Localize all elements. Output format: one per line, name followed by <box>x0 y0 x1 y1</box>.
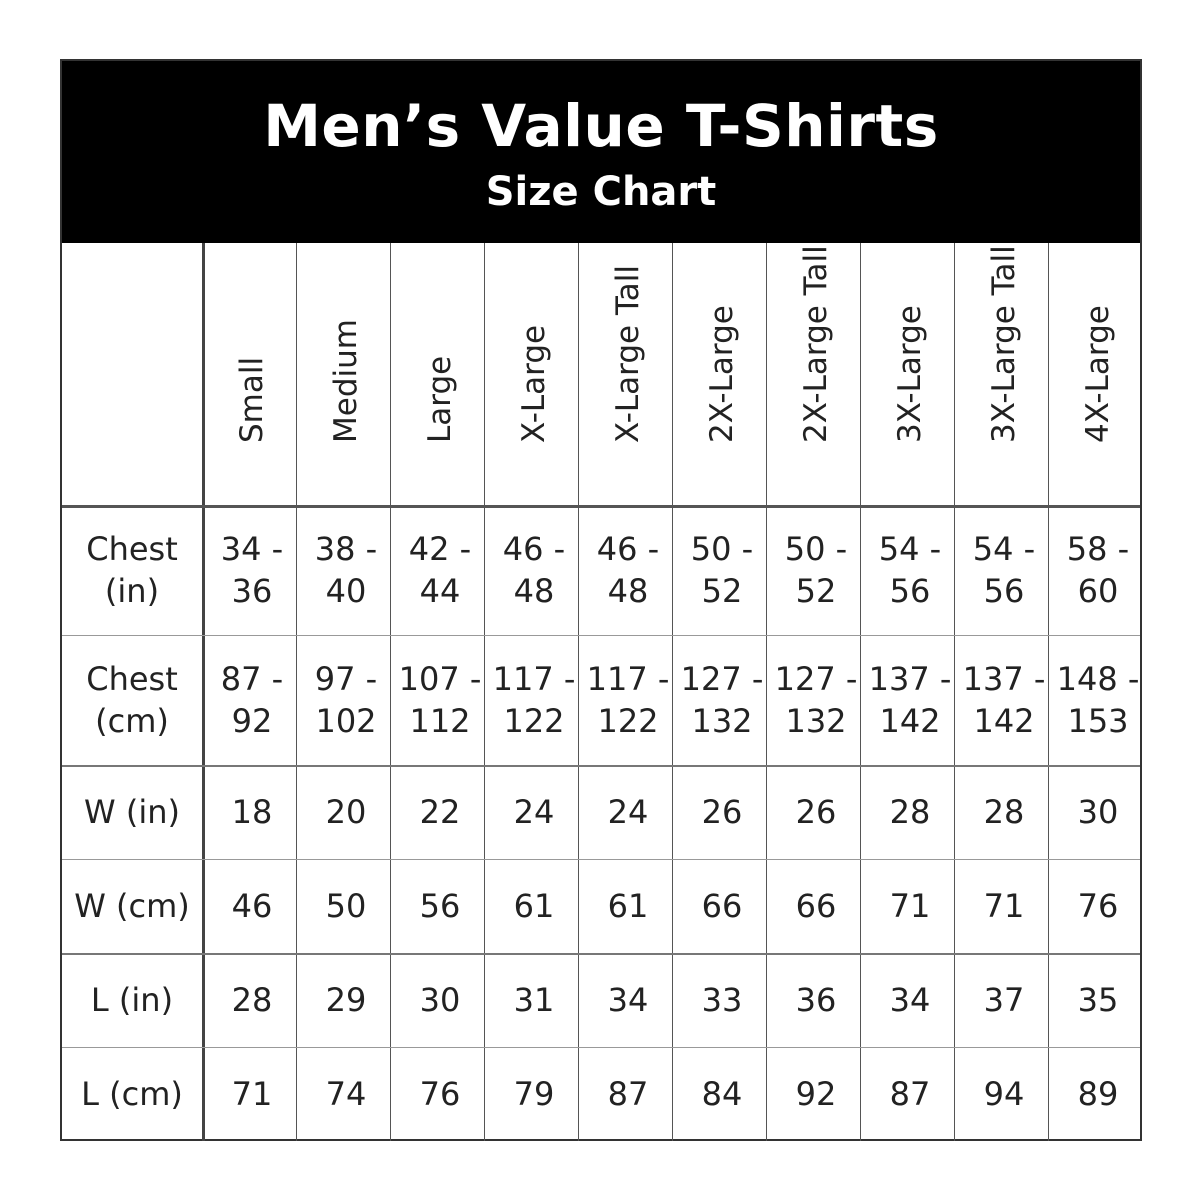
cell-value: 38 - <box>314 530 378 568</box>
table-cell <box>1051 635 1145 765</box>
cell-value: 122 <box>597 702 659 740</box>
row-label-line: W (in) <box>84 793 180 831</box>
table-cell <box>393 859 487 953</box>
cell-value: 31 <box>513 981 555 1019</box>
size-header-large <box>393 243 487 505</box>
cell-value: 97 - <box>314 660 378 698</box>
cell-value: 127 - <box>680 660 764 698</box>
row-label-line: (in) <box>104 572 160 610</box>
table-cell <box>393 505 487 635</box>
table-cell <box>581 505 675 635</box>
cell-value: 56 <box>983 572 1025 610</box>
cell-value: 50 <box>325 887 367 925</box>
table-cell <box>393 765 487 859</box>
cell-value: 89 <box>1077 1075 1119 1113</box>
row-label <box>62 859 202 953</box>
cell-value: 33 <box>701 981 743 1019</box>
size-header-x-large <box>487 243 581 505</box>
row-label <box>62 1047 202 1141</box>
table-cell <box>957 953 1051 1047</box>
size-header-label: Small <box>234 356 270 443</box>
cell-value: 61 <box>607 887 649 925</box>
cell-value: 132 <box>785 702 847 740</box>
cell-value: 29 <box>325 981 367 1019</box>
cell-value: 142 <box>879 702 941 740</box>
table-cell <box>393 1047 487 1141</box>
cell-value: 107 - <box>398 660 482 698</box>
cell-value: 34 - <box>220 530 284 568</box>
table-cell <box>487 953 581 1047</box>
cell-value: 46 - <box>596 530 660 568</box>
row-label-line: (cm) <box>95 702 169 740</box>
table-cell <box>769 505 863 635</box>
chart-subtitle: Size Chart <box>485 169 717 215</box>
size-header-label: 2X-Large Tall <box>798 245 834 443</box>
size-header-2x-large <box>675 243 769 505</box>
size-header-medium <box>299 243 393 505</box>
cell-value: 61 <box>513 887 555 925</box>
cell-value: 46 <box>231 887 273 925</box>
table-cell <box>1051 1047 1145 1141</box>
table-cell <box>205 953 299 1047</box>
table-cell <box>675 765 769 859</box>
table-cell <box>769 859 863 953</box>
cell-value: 87 <box>889 1075 931 1113</box>
table-cell <box>863 635 957 765</box>
cell-value: 52 <box>795 572 837 610</box>
table-cell <box>299 859 393 953</box>
cell-value: 117 - <box>492 660 576 698</box>
table-cell <box>581 635 675 765</box>
cell-value: 66 <box>701 887 743 925</box>
cell-value: 18 <box>231 793 273 831</box>
cell-value: 122 <box>503 702 565 740</box>
cell-value: 28 <box>231 981 273 1019</box>
cell-value: 58 - <box>1066 530 1130 568</box>
table-cell <box>957 1047 1051 1141</box>
table-cell <box>863 1047 957 1141</box>
chart-header <box>62 61 1140 243</box>
table-cell <box>581 765 675 859</box>
size-header-4x-large <box>1051 243 1145 505</box>
cell-value: 112 <box>409 702 471 740</box>
table-cell <box>205 859 299 953</box>
table-cell <box>581 953 675 1047</box>
cell-value: 22 <box>419 793 461 831</box>
table-cell <box>957 505 1051 635</box>
size-header-label: X-Large Tall <box>610 265 646 443</box>
cell-value: 142 <box>973 702 1035 740</box>
size-header-3x-large <box>863 243 957 505</box>
cell-value: 71 <box>889 887 931 925</box>
cell-value: 117 - <box>586 660 670 698</box>
cell-value: 26 <box>795 793 837 831</box>
cell-value: 94 <box>983 1075 1025 1113</box>
table-cell <box>1051 859 1145 953</box>
table-cell <box>205 635 299 765</box>
table-cell <box>675 953 769 1047</box>
size-header-label: Medium <box>328 319 364 443</box>
cell-value: 46 - <box>502 530 566 568</box>
cell-value: 28 <box>983 793 1025 831</box>
table-cell <box>581 1047 675 1141</box>
cell-value: 74 <box>325 1075 367 1113</box>
table-cell <box>957 859 1051 953</box>
table-cell <box>299 953 393 1047</box>
table-cell <box>675 859 769 953</box>
cell-value: 79 <box>513 1075 555 1113</box>
size-header-label: X-Large <box>516 324 552 443</box>
cell-value: 132 <box>691 702 753 740</box>
table-cell <box>769 635 863 765</box>
table-cell <box>769 1047 863 1141</box>
size-header-label: 3X-Large Tall <box>986 245 1022 443</box>
table-cell <box>299 505 393 635</box>
cell-value: 48 <box>513 572 555 610</box>
row-label <box>62 953 202 1047</box>
row-label-line: W (cm) <box>74 887 190 925</box>
table-cell <box>581 859 675 953</box>
cell-value: 48 <box>607 572 649 610</box>
cell-value: 36 <box>231 572 273 610</box>
cell-value: 92 <box>231 702 273 740</box>
cell-value: 71 <box>983 887 1025 925</box>
table-cell <box>675 1047 769 1141</box>
size-header-label: 2X-Large <box>704 305 740 443</box>
cell-value: 148 - <box>1056 660 1140 698</box>
table-cell <box>393 953 487 1047</box>
table-cell <box>675 505 769 635</box>
table-cell <box>863 953 957 1047</box>
cell-value: 66 <box>795 887 837 925</box>
cell-value: 40 <box>325 572 367 610</box>
cell-value: 71 <box>231 1075 273 1113</box>
cell-value: 42 - <box>408 530 472 568</box>
size-header-label: 3X-Large <box>892 305 928 443</box>
row-label <box>62 505 202 635</box>
cell-value: 52 <box>701 572 743 610</box>
cell-value: 87 <box>607 1075 649 1113</box>
cell-value: 76 <box>1077 887 1119 925</box>
row-label <box>62 765 202 859</box>
table-cell <box>863 859 957 953</box>
cell-value: 30 <box>1077 793 1119 831</box>
size-header-x-large-tall <box>581 243 675 505</box>
table-cell <box>393 635 487 765</box>
cell-value: 56 <box>419 887 461 925</box>
table-cell <box>487 859 581 953</box>
table-cell <box>487 1047 581 1141</box>
table-cell <box>299 1047 393 1141</box>
table-cell <box>487 635 581 765</box>
cell-value: 36 <box>795 981 837 1019</box>
table-cell <box>205 505 299 635</box>
cell-value: 127 - <box>774 660 858 698</box>
table-cell <box>205 765 299 859</box>
cell-value: 24 <box>607 793 649 831</box>
size-header-2x-large-tall <box>769 243 863 505</box>
cell-value: 35 <box>1077 981 1119 1019</box>
row-label <box>62 635 202 765</box>
table-cell <box>487 505 581 635</box>
cell-value: 37 <box>983 981 1025 1019</box>
cell-value: 50 - <box>690 530 754 568</box>
cell-value: 54 - <box>878 530 942 568</box>
chart-title: Men’s Value T-Shirts <box>263 92 939 160</box>
row-label-line: L (in) <box>90 981 174 1019</box>
cell-value: 56 <box>889 572 931 610</box>
cell-value: 30 <box>419 981 461 1019</box>
row-label-line: Chest <box>86 530 178 568</box>
table-cell <box>1051 953 1145 1047</box>
table-cell <box>957 635 1051 765</box>
table-cell <box>487 765 581 859</box>
table-cell <box>205 1047 299 1141</box>
size-header-3x-large-tall <box>957 243 1051 505</box>
cell-value: 60 <box>1077 572 1119 610</box>
cell-value: 137 - <box>868 660 952 698</box>
table-cell <box>957 765 1051 859</box>
cell-value: 92 <box>795 1075 837 1113</box>
table-cell <box>769 765 863 859</box>
cell-value: 24 <box>513 793 555 831</box>
cell-value: 153 <box>1067 702 1129 740</box>
table-cell <box>299 765 393 859</box>
cell-value: 137 - <box>962 660 1046 698</box>
table-cell <box>675 635 769 765</box>
cell-value: 50 - <box>784 530 848 568</box>
table-cell <box>863 765 957 859</box>
table-cell <box>299 635 393 765</box>
size-header-label: 4X-Large <box>1080 305 1116 443</box>
cell-value: 54 - <box>972 530 1036 568</box>
table-cell <box>1051 765 1145 859</box>
cell-value: 20 <box>325 793 367 831</box>
table-cell <box>769 953 863 1047</box>
cell-value: 26 <box>701 793 743 831</box>
table-cell <box>1051 505 1145 635</box>
cell-value: 76 <box>419 1075 461 1113</box>
row-label-line: L (cm) <box>81 1075 183 1113</box>
cell-value: 34 <box>889 981 931 1019</box>
cell-value: 28 <box>889 793 931 831</box>
cell-value: 44 <box>419 572 461 610</box>
size-chart-table <box>60 59 1142 1141</box>
row-label-line: Chest <box>86 660 178 698</box>
size-header-label: Large <box>422 355 458 443</box>
cell-value: 102 <box>315 702 377 740</box>
size-header-small <box>205 243 299 505</box>
table-cell <box>863 505 957 635</box>
cell-value: 87 - <box>220 660 284 698</box>
cell-value: 34 <box>607 981 649 1019</box>
cell-value: 84 <box>701 1075 743 1113</box>
